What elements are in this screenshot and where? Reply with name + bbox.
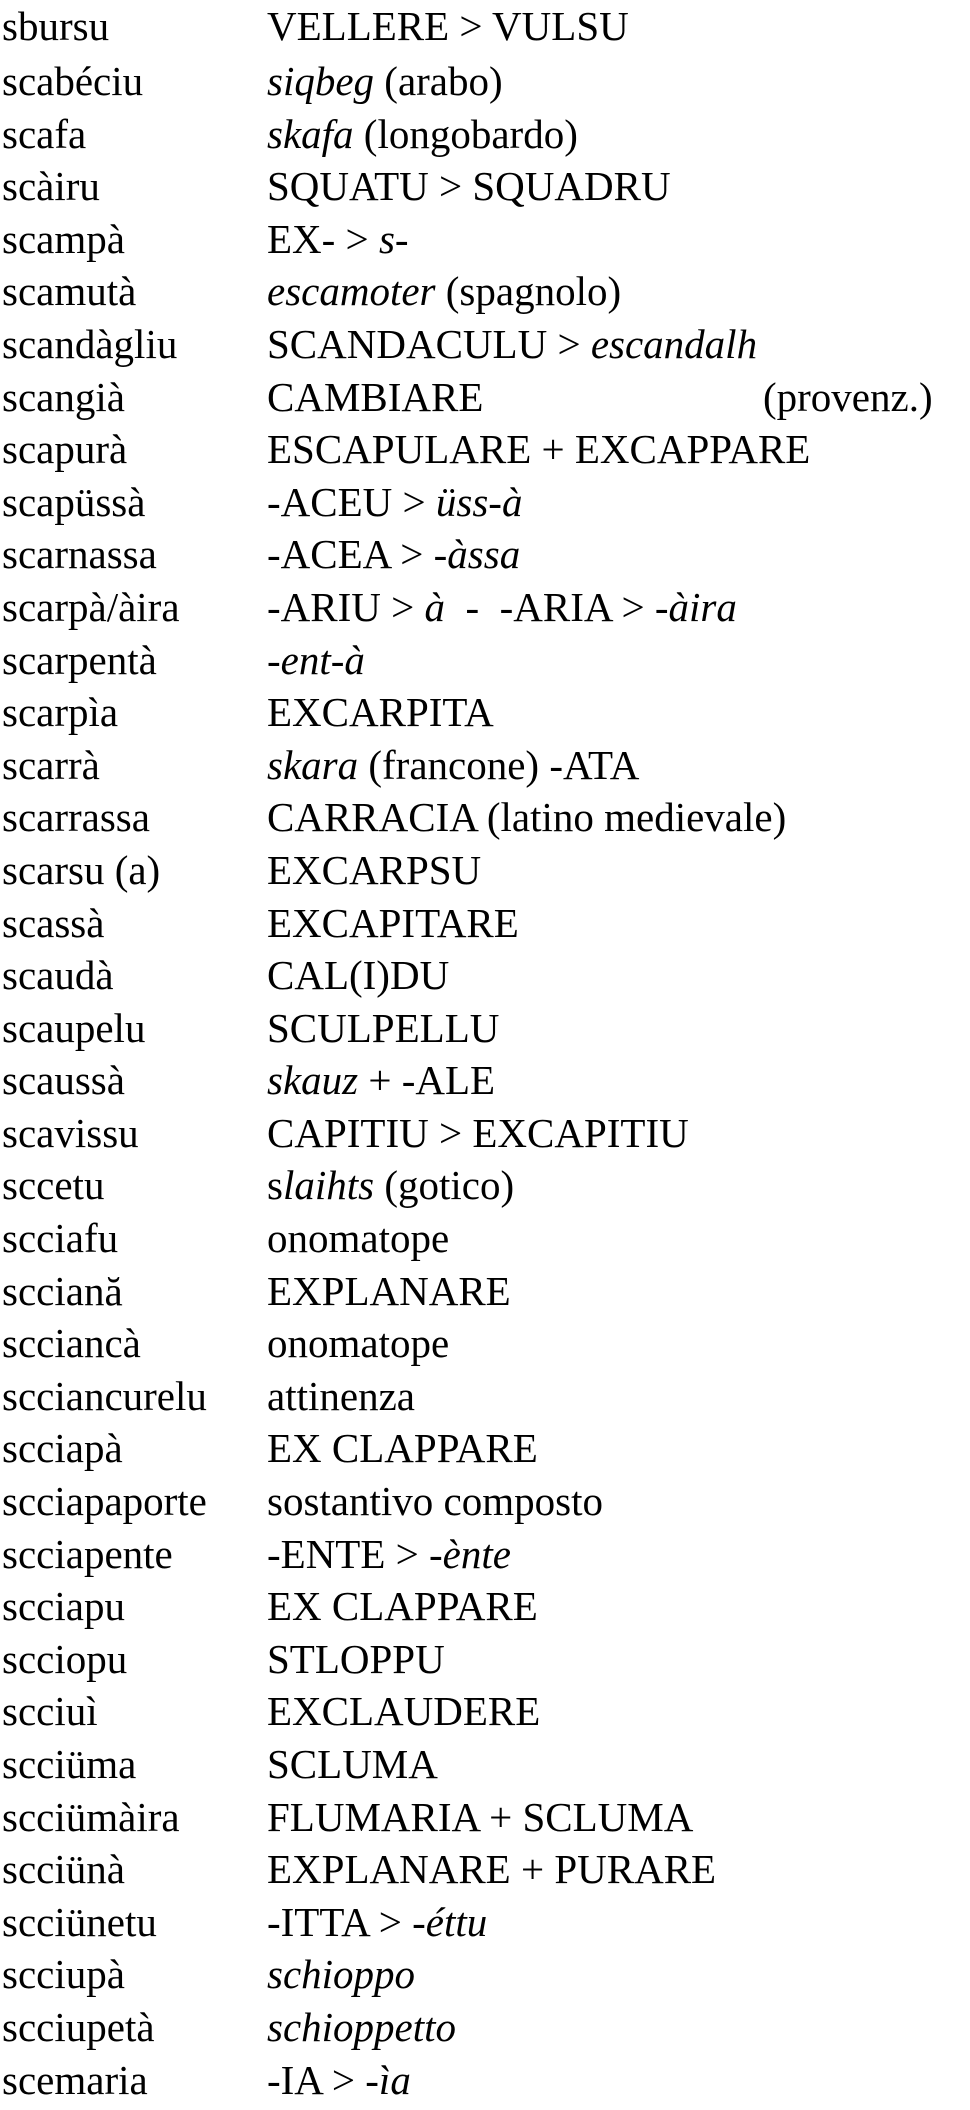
glossary-row [0,55,970,108]
glossary-row [0,2001,970,2054]
etymology [267,634,962,687]
etymon-italic: -ent-à [267,636,365,683]
headword: scciancurelu [2,1372,207,1419]
etymon-text: CAL(I)DU [267,952,450,999]
etymology [267,1054,962,1107]
etymon-text: VELLERE > VULSU [267,3,629,49]
etymology [267,1528,962,1581]
etymology [267,160,962,213]
etymology [267,1317,962,1370]
etymology [267,1265,962,1318]
headword: scciapu [2,1583,125,1630]
glossary-row [0,949,970,1002]
etymon-text: onomatope [267,1320,450,1367]
headword: scciafu [2,1215,119,1262]
etymon-text: EX- > [267,215,379,262]
glossary-row [0,897,970,950]
glossary-row [0,1422,970,1475]
headword: scciapente [2,1530,173,1577]
headword: sccetu [2,1162,105,1209]
etymon-text: FLUMARIA + SCLUMA [267,1793,694,1840]
etymon-text: -ACEU > [267,478,436,525]
glossary-row [0,1107,970,1160]
glossary-row [0,108,970,161]
glossary-row [0,2054,970,2107]
glossary-row [0,1317,970,1370]
glossary-row [0,160,970,213]
etymology [267,1633,962,1686]
glossary-row [0,1580,970,1633]
etymon-italic: -àira [654,583,737,630]
headword: scciancà [2,1320,141,1367]
headword: scciümàira [2,1793,180,1840]
headword: scabéciu [2,58,144,104]
glossary-row [0,844,970,897]
headword: scemaria [2,2056,148,2103]
etymon-text: EXCARPSU [267,846,482,893]
etymology [267,791,962,844]
etymology [267,739,962,792]
headword: scciapaporte [2,1478,207,1525]
etymology [267,1896,962,1949]
etymology [267,1422,962,1475]
headword: sbursu [2,3,110,49]
glossary-row [0,791,970,844]
glossary-row [0,739,970,792]
etymon-italic: -ìa [365,2056,411,2103]
etymon-italic: skara [267,741,359,788]
glossary-row [0,318,970,371]
headword: scaussà [2,1057,125,1104]
glossary-row [0,0,970,55]
etymon-text: -ITTA > [267,1898,413,1945]
etymology [267,1738,962,1791]
etymology [267,423,962,476]
etymology [267,1212,962,1265]
etymology [267,1580,962,1633]
headword: scàiru [2,163,100,210]
etymology [267,0,962,53]
etymology [267,2001,962,2054]
etymology [267,844,962,897]
headword: scciană [2,1267,123,1314]
glossary-row [0,1002,970,1055]
etymon-italic: escandalh [590,320,758,367]
etymon-text: SCANDACULU > [267,320,591,367]
headword: scciapà [2,1425,123,1472]
glossary-row [0,1896,970,1949]
etymon-italic: -ènte [429,1530,511,1577]
etymon-text: attinenza [267,1372,415,1419]
glossary-row [0,1738,970,1791]
etymon-text: EXPLANARE + PURARE [267,1846,717,1893]
etymon-text: (spagnolo) [435,268,622,315]
headword: scassà [2,899,105,946]
headword: scarnassa [2,531,157,578]
etymon-text: -ARIU > [267,583,425,630]
etymon-text: - -ARIA > [445,583,655,630]
etymon-text: sostantivo composto [267,1478,603,1525]
etymology [267,897,962,950]
etymon-text: EX CLAPPARE [267,1425,538,1472]
etymon-text: s [267,1162,283,1209]
etymology [267,213,962,266]
etymology [267,476,962,529]
etymon-text: (gotico) [374,1162,515,1209]
glossary-row [0,1212,970,1265]
etymology [267,581,962,634]
glossary-row [0,1475,970,1528]
glossary-row [0,265,970,318]
etymon-text: -ENTE > [267,1530,430,1577]
headword: scarpìa [2,689,119,736]
glossary-row [0,1685,970,1738]
headword: scandàgliu [2,320,178,367]
etymon-text: (francone) -ATA [358,741,640,788]
glossary-row [0,476,970,529]
glossary-row [0,1528,970,1581]
glossary-row [0,581,970,634]
etymology [267,1370,962,1423]
glossary-row [0,1370,970,1423]
etymon-italic: -àssa [433,531,521,578]
etymology [267,1843,962,1896]
etymon-text: EXCAPITARE [267,899,519,946]
etymon-italic: schioppetto [267,2003,457,2050]
headword: scafa [2,110,87,157]
etymon-text: -IA > [267,2056,366,2103]
etymon-text: (arabo) [374,58,503,104]
glossary-row [0,634,970,687]
etymon-text: onomatope [267,1215,450,1262]
etymon-text: (longobardo) [353,110,578,157]
etymology [267,108,962,161]
etymon-text: CARRACIA (latino medievale) [267,794,787,841]
glossary-row [0,1843,970,1896]
etymon-italic: -éttu [412,1898,488,1945]
etymology [267,1948,962,2001]
headword: scarpà/àira [2,583,180,630]
glossary-row [0,1159,970,1212]
glossary-row [0,1265,970,1318]
etymology [267,949,962,1002]
etymon-text: EXPLANARE [267,1267,511,1314]
glossary-row [0,528,970,581]
glossary-row [0,1948,970,2001]
etymology [267,2054,962,2107]
etymon-italic: laihts [282,1162,375,1209]
headword: scciüma [2,1741,137,1787]
headword: scarrà [2,741,100,788]
headword: scangià [2,373,125,420]
etymology [267,1002,962,1055]
headword: scaudà [2,952,114,999]
headword: scavissu [2,1109,139,1156]
etymon-text: SCLUMA [267,1741,438,1787]
glossary-row [0,371,970,424]
etymology [267,1685,962,1738]
headword: scciünetu [2,1898,157,1945]
etymology [267,1791,962,1844]
headword: scciupà [2,1951,125,1998]
headword: scarrassa [2,794,150,841]
etymology [267,1159,962,1212]
language-note: (provenz.) [763,373,933,420]
headword: scarpentà [2,636,157,683]
etymology [267,265,962,318]
etymon-text: STLOPPU [267,1635,445,1682]
etymology [267,55,962,108]
glossary-row [0,1791,970,1844]
headword: scciuì [2,1688,98,1735]
etymology [267,686,962,739]
glossary-row [0,1633,970,1686]
etymon-text: SQUATU > SQUADRU [267,163,671,210]
etymon-text: + -ALE [358,1057,496,1104]
headword: scaupelu [2,1004,146,1051]
etymon-text: EXCLAUDERE [267,1688,541,1735]
headword: scarsu (a) [2,846,161,893]
etymology [267,318,962,371]
headword: scapurà [2,426,128,473]
etymon-italic: siqbeg [267,58,375,104]
etymon-text: ESCAPULARE + EXCAPPARE [267,426,811,473]
etymon-italic: skauz [267,1057,359,1104]
etymon-italic: schioppo [267,1951,416,1998]
glossary-row [0,423,970,476]
headword: scampà [2,215,125,262]
glossary-row [0,1054,970,1107]
etymology [267,1107,962,1160]
etymon-text: EXCARPITA [267,689,494,736]
glossary-row [0,213,970,266]
headword: scapüssà [2,478,146,525]
etymon-italic: à [424,583,445,630]
headword: scamutà [2,268,137,315]
etymology [267,528,962,581]
etymon-text: CAMBIARE [267,373,484,420]
glossary-row [0,686,970,739]
headword: scciünà [2,1846,125,1893]
etymon-italic: escamoter [267,268,436,315]
etymon-italic: skafa [267,110,354,157]
etymon-text: EX CLAPPARE [267,1583,538,1630]
etymology [267,1475,962,1528]
etymon-text: SCULPELLU [267,1004,500,1051]
headword: scciupetà [2,2003,155,2050]
etymon-italic: s- [378,215,409,262]
etymon-italic: üss-à [435,478,523,525]
headword: scciopu [2,1635,128,1682]
etymon-text: CAPITIU > EXCAPITIU [267,1109,689,1156]
etymon-text: -ACEA > [267,531,434,578]
